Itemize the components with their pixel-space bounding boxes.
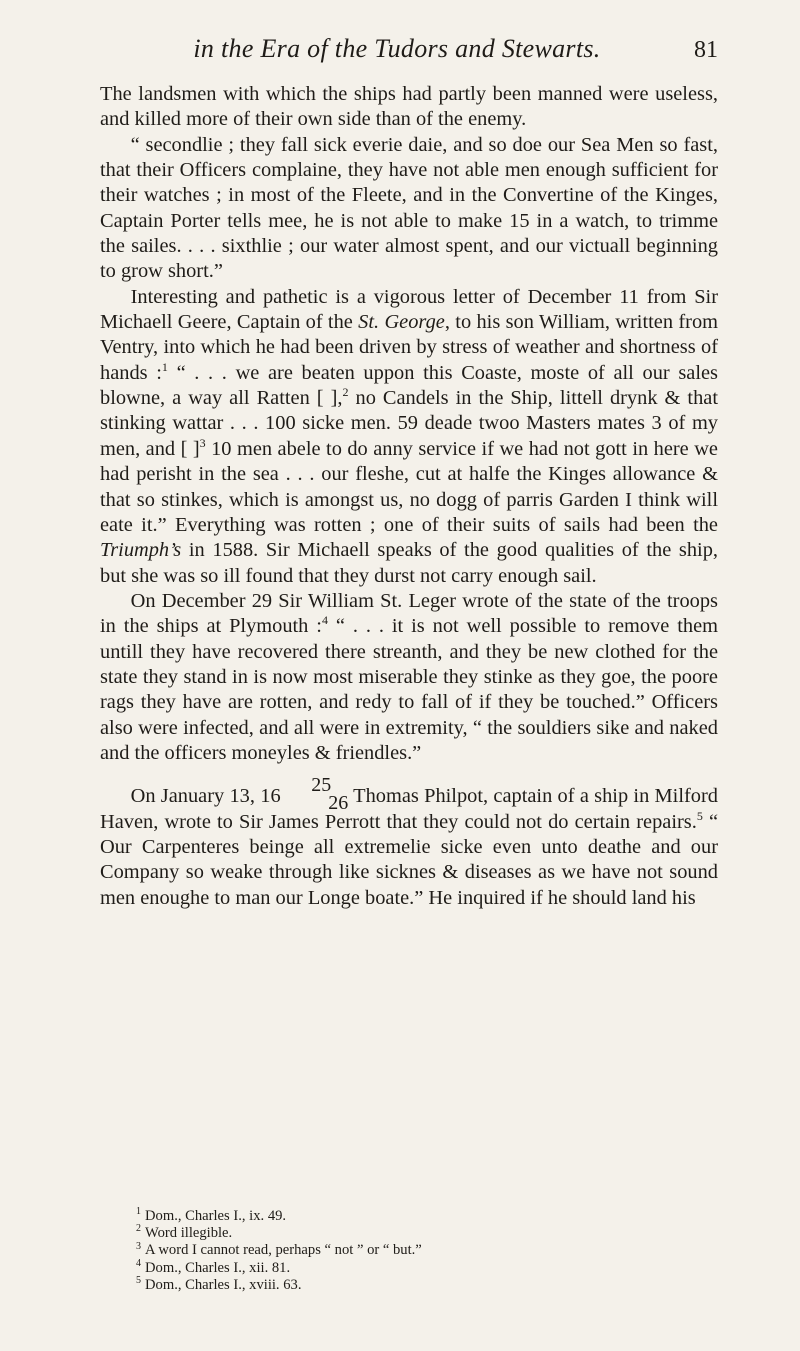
paragraph-5-text-a: On January 13, 16	[130, 785, 281, 808]
footnote-ref-5: 5	[696, 808, 703, 823]
page-number: 81	[694, 37, 718, 63]
footnote	[136, 1274, 696, 1294]
footnote-mark: 4	[136, 1257, 141, 1269]
paragraph-1: The landsmen with which the ships had partly been manned were useless, and killed more of their own side than of the enemy.	[100, 83, 718, 131]
paragraph-3	[100, 285, 718, 589]
running-head: in the Era of the Tudors and Stewarts.	[193, 34, 601, 63]
page-header	[100, 34, 718, 64]
footnotes	[136, 1208, 696, 1294]
paragraph-3-text-c: “ . . . we are beaten uppon this Coaste, moste of all our sales blowne, a way all Ratten [ ],	[100, 361, 718, 410]
paragraph-4-text-b: “ . . . it is not well possible to remove them untill they have recovered there streanth, and they be new clothed for the state they stand in is now most miserable they stinke as they goe, the poore rags they have are rotten, and redy to fall of if they be touched.” Officers also were infected, and all were in extremity, “ the souldiers sike and naked and the officers moneyles & friendles.”	[100, 615, 718, 764]
paragraph-5-text-b: Thomas Philpot, captain of a ship in Milford Haven, wrote to Sir James Perrott that they could not do certain repairs.	[100, 785, 718, 833]
paragraph-3-text-d: no Candels in the Ship, littell drynk & that stinking wattar . . . 100 sicke men. 59 deade twoo Masters mates 3 of my men, and [ ]	[100, 387, 718, 460]
paragraph-3-text-f: in 1588. Sir Michaell speaks of the good qualities of the ship, but she was so ill found that they durst not carry enough sail.	[100, 539, 718, 587]
footnote	[136, 1242, 696, 1259]
footnote-text: Dom., Charles I., xviii. 63.	[145, 1276, 302, 1293]
body-text	[100, 82, 718, 911]
ship-name-st-george: St. George	[358, 311, 445, 334]
footnote-ref-1: 1	[161, 359, 168, 374]
footnote-mark: 2	[136, 1223, 141, 1235]
footnote	[136, 1208, 696, 1225]
paragraph-4-text-a: On December 29 Sir William St. Leger wrote of the state of the troops in the ships at Plymouth :	[100, 589, 718, 638]
paragraph-3-text-b: , to his son William, written from Ventry, into which he had been driven by stress of weather and shortness of hands :	[100, 311, 718, 384]
paragraph-4	[100, 589, 718, 766]
paragraph-3-text-e: 10 men abele to do anny service if we had not gott in here we had perisht in the sea . . . our fleshe, cut at halfe the Kinges allowance & that so stinkes, which is amongst us, no dogg of parris Garden I think will eate it.” Everything was rotten ; one of their suits of sails had been the	[100, 437, 718, 536]
paragraph-2: “ secondlie ; they fall sick everie daie, and so doe our Sea Men so fast, that their Officers complaine, they have not able men enough sufficient for their watches ; in most of the Fleete, and in the Convertine of the Kinges, Captain Porter tells mee, he is not able to make 15 in a watch, to trimme the sailes. . . . sixthlie ; our water almost spent, and our victuall beginning to grow short.”	[100, 133, 718, 283]
footnote-mark: 1	[136, 1206, 141, 1218]
paragraph-3-text-a: Interesting and pathetic is a vigorous letter of December 11 from Sir Michaell Geere, Captain of the	[100, 285, 718, 334]
footnote	[136, 1225, 696, 1242]
paragraph-5-text-c: “ Our Carpenteres beinge all extremelie sicke even unto deathe and our Company so weake through like sicknes & diseases as we have not sound men enoughe to man our Longe boate.” He inquired if he should land his	[100, 810, 718, 909]
footnote-mark: 3	[136, 1240, 141, 1252]
year-fraction-numerator: 25	[311, 774, 332, 797]
footnote-ref-2: 2	[342, 385, 349, 400]
footnote-ref-4: 4	[321, 613, 328, 628]
footnote	[136, 1257, 696, 1277]
footnote-text: A word I cannot read, perhaps “ not ” or “ but.”	[145, 1242, 422, 1259]
footnote-ref-3: 3	[199, 436, 206, 451]
year-fraction	[281, 774, 349, 815]
footnote-text: Dom., Charles I., ix. 49.	[145, 1208, 287, 1224]
paragraph-5	[100, 774, 718, 911]
year-fraction-denominator: 26	[328, 792, 349, 815]
footnote-text: Dom., Charles I., xii. 81.	[145, 1259, 291, 1276]
footnote-mark: 5	[136, 1274, 141, 1286]
footnote-text: Word illegible.	[145, 1225, 233, 1242]
ship-name-triumph: Triumph’s	[100, 539, 182, 562]
